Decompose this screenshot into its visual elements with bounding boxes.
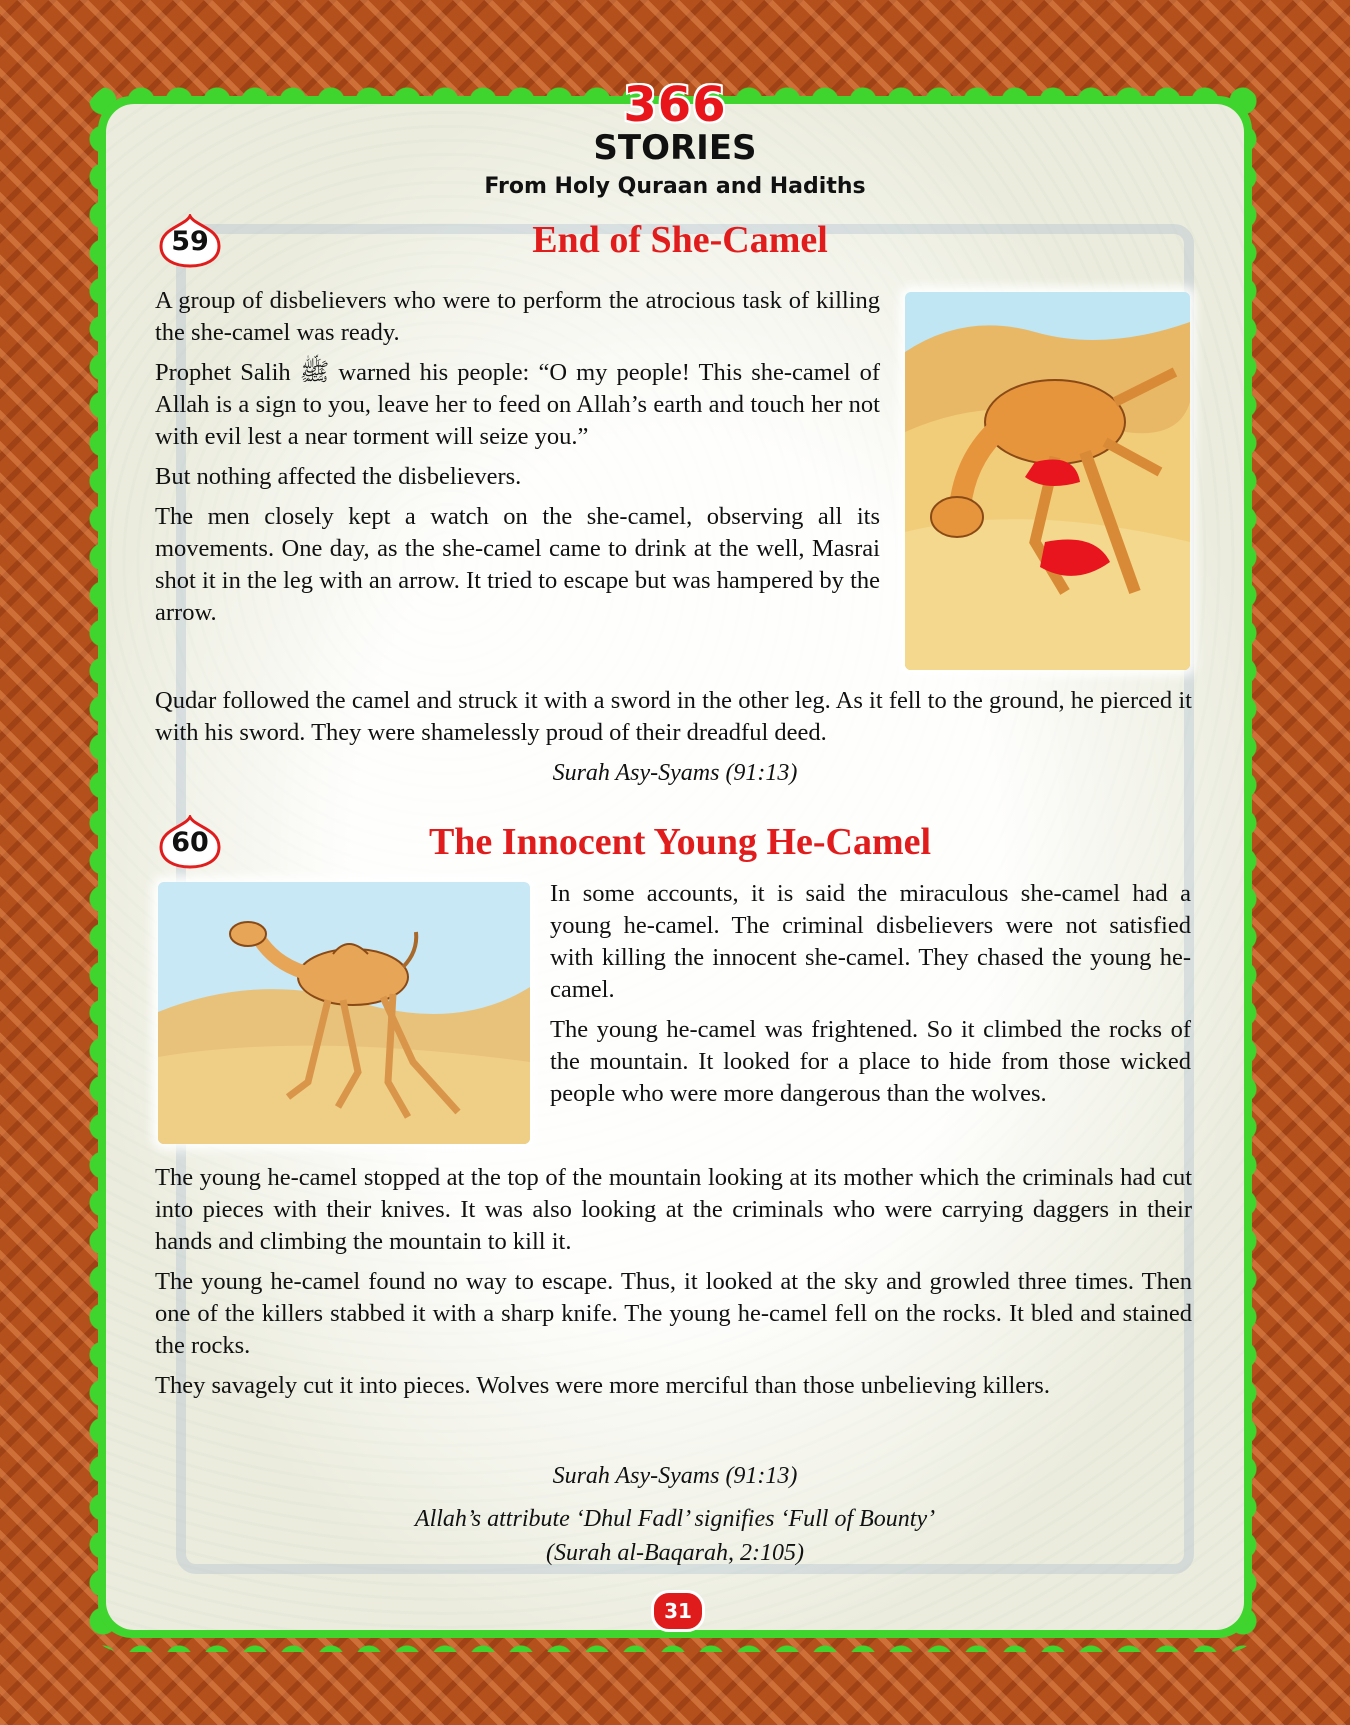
story-reference: Surah Asy-Syams (91:13) — [552, 760, 798, 786]
story-title: End of She-Camel — [532, 219, 828, 261]
paragraph: The young he-camel was frightened. So it climbed the rocks of the mountain. It looked for a place to hide from those wicked people who were more dangerous than the wolves. — [550, 1016, 1191, 1107]
paragraph: But nothing affected the disbelievers. — [155, 463, 522, 490]
page-number-badge: 31 — [651, 1590, 705, 1632]
story-text — [155, 285, 880, 637]
paragraph: Prophet Salih ﷺ warned his people: “O my people! This she-camel of Allah is a sign to you, leave her to feed on Allah’s earth and touch her not with evil lest a near torment will seize you.” — [155, 359, 880, 450]
paragraph: The young he-camel stopped at the top of the mountain looking at its mother which the criminals had cut into pieces with their knives. It was also looking at the criminals who were carrying daggers in their hands and climbing the mountain to kill it. — [155, 1164, 1192, 1255]
paragraph: The young he-camel found no way to escape. Thus, it looked at the sky and growled three times. Then one of the killers stabbed it with a sharp knife. The young he-camel fell on the rocks. It bled and stained the rocks. — [155, 1268, 1192, 1359]
paragraph: They savagely cut it into pieces. Wolves were more merciful than those unbelieving killers. — [155, 1372, 1050, 1399]
story-number-text: 59 — [171, 225, 209, 257]
story-text-full — [155, 685, 1192, 757]
dying-camel-illustration — [905, 292, 1190, 670]
brand-subtitle: From Holy Quraan and Hadiths — [484, 174, 866, 199]
story-title: The Innocent Young He-Camel — [428, 821, 932, 863]
story-number-text: 60 — [171, 826, 209, 858]
paragraph: Qudar followed the camel and struck it with a sword in the other leg. As it fell to the ground, he pierced it with his sword. They were shamelessly proud of their dreadful deed. — [155, 687, 1192, 746]
story-text — [550, 878, 1191, 1118]
attribute-reference: (Surah al-Baqarah, 2:105) — [546, 1540, 804, 1566]
story-number-badge — [155, 214, 225, 268]
paragraph: A group of disbelievers who were to perform the atrocious task of killing the she-camel was ready. — [155, 287, 880, 346]
story-number-badge — [155, 815, 225, 869]
story-text-full — [155, 1162, 1192, 1410]
paragraph: The men closely kept a watch on the she-camel, observing all its movements. One day, as the she-camel came to drink at the well, Masrai shot it in the leg with an arrow. It tried to escape but was hampered by the arrow. — [155, 503, 880, 626]
brand-number: 366 — [623, 77, 727, 133]
attribute-line: Allah’s attribute ‘Dhul Fadl’ signifies ‘Full of Bounty’ — [414, 1506, 936, 1532]
brand-word: STORIES — [593, 128, 757, 168]
running-camel-illustration — [158, 882, 530, 1144]
paragraph: In some accounts, it is said the miraculous she-camel had a young he-camel. The criminal disbelievers were not satisfied with killing the innocent she-camel. They chased the young he-camel. — [550, 880, 1191, 1003]
story-reference: Surah Asy-Syams (91:13) — [552, 1463, 798, 1489]
